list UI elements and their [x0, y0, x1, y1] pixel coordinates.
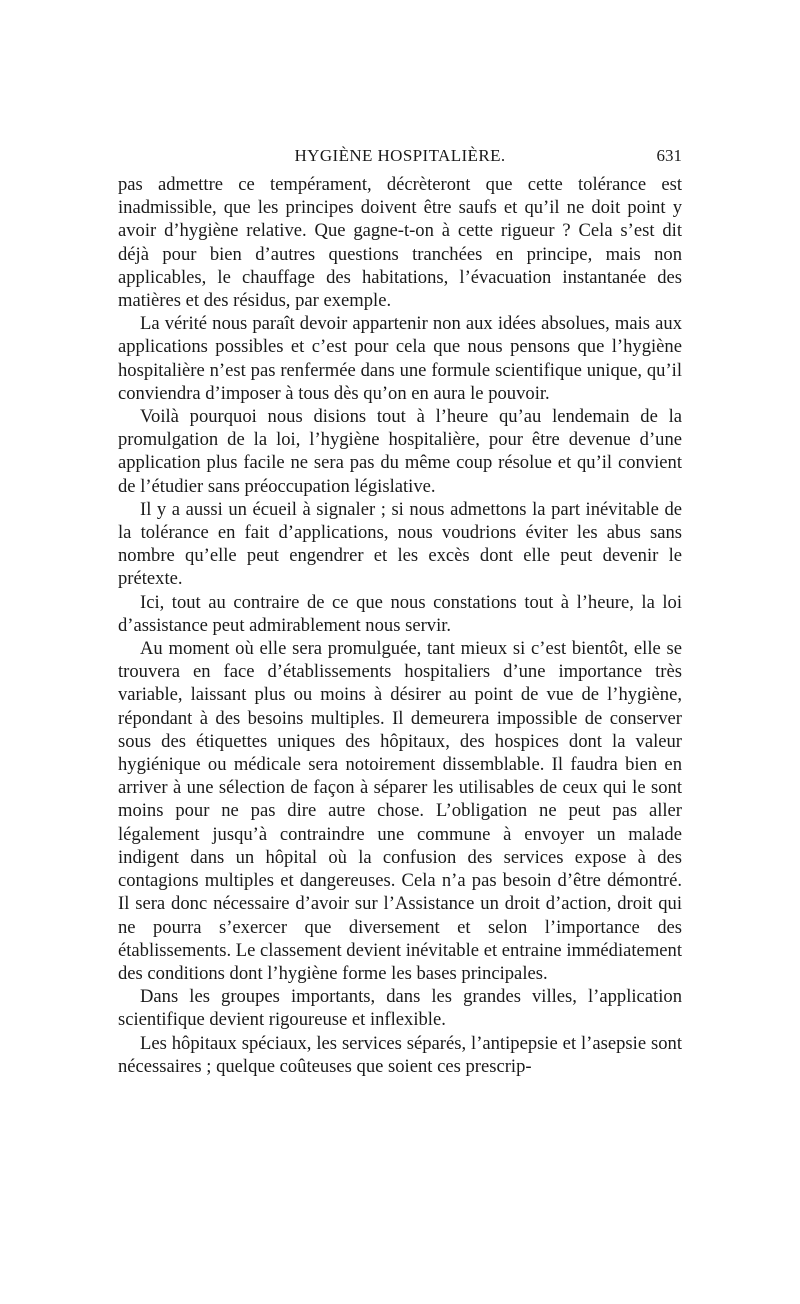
paragraph: Voilà pourquoi nous disions tout à l’heure qu’au lendemain de la promulgation de la loi, l’hygiène hospitalière, pour être devenue d’une application plus facile ne sera pas du même coup résolue et qu’il convient de l’étudier sans préoccupation législative.: [118, 406, 682, 497]
paragraph: Ici, tout au contraire de ce que nous constations tout à l’heure, la loi d’assistance peut admirablement nous servir.: [118, 591, 682, 636]
paragraph: Au moment où elle sera promulguée, tant mieux si c’est bientôt, elle se trouvera en face d’établissements hospitaliers d’une importance très variable, laissant plus ou moins à désirer au point de vue de l’hygiène, répondant à des besoins multiples. Il demeurera impossible de conserver sous des étiquettes uniques des hôpitaux, des hospices dont la valeur hygiénique ou médicale sera notoirement dissemblable. Il faudra bien en arriver à une sélection de façon à séparer les utilisables de ceux qui le sont moins pour ne pas dire autre chose. L’obligation ne peut pas aller légalement jusqu’à contraindre une commune à envoyer un malade indigent dans un hôpital où la confusion des services expose à des contagions multiples et dangereuses. Cela n’a pas besoin d’être démontré. Il sera donc nécessaire d’avoir sur l’Assistance un droit d’action, droit qui ne pourra s’exercer que diversement et selon l’importance des établissements. Le classement devient inévitable et entraine immédiatement des conditions dont l’hygiène forme les bases principales.: [118, 638, 682, 984]
paragraph: La vérité nous paraît devoir appartenir non aux idées absolues, mais aux applications possibles et c’est pour cela que nous pensons que l’hygiène hospitalière n’est pas renfermée dans une formule scientifique unique, qu’il conviendra d’imposer à tous dès qu’on en aura le pouvoir.: [118, 313, 682, 404]
paragraph: Il y a aussi un écueil à signaler ; si nous admettons la part inévitable de la tolérance en fait d’applications, nous voudrions éviter les abus sans nombre qu’elle peut engendrer et les excès dont elle peut devenir le prétexte.: [118, 498, 682, 590]
running-title: HYGIÈNE HOSPITALIÈRE.: [294, 146, 506, 165]
paragraph: pas admettre ce tempérament, décrèteront que cette tolérance est inadmissible, que les principes doivent être saufs et qu’il ne doit point y avoir d’hygiène relative. Que gagne-t-on à cette rigueur ? Cela s’est dit déjà pour bien d’autres questions tranchées en principe, mais non applicables, le chauffage des habitations, l’évacuation instantanée des matières et des résidus, par exemple.: [118, 174, 682, 312]
paragraph: Dans les groupes importants, dans les grandes villes, l’application scientifique devient rigoureuse et inflexible.: [118, 986, 682, 1031]
paragraph: Les hôpitaux spéciaux, les services séparés, l’antipepsie et l’asepsie sont nécessaires ; quelque coûteuses que soient ces prescrip-: [118, 1032, 682, 1077]
running-head: [118, 146, 682, 170]
page-number: 631: [656, 146, 682, 165]
body-text: [118, 173, 682, 1078]
